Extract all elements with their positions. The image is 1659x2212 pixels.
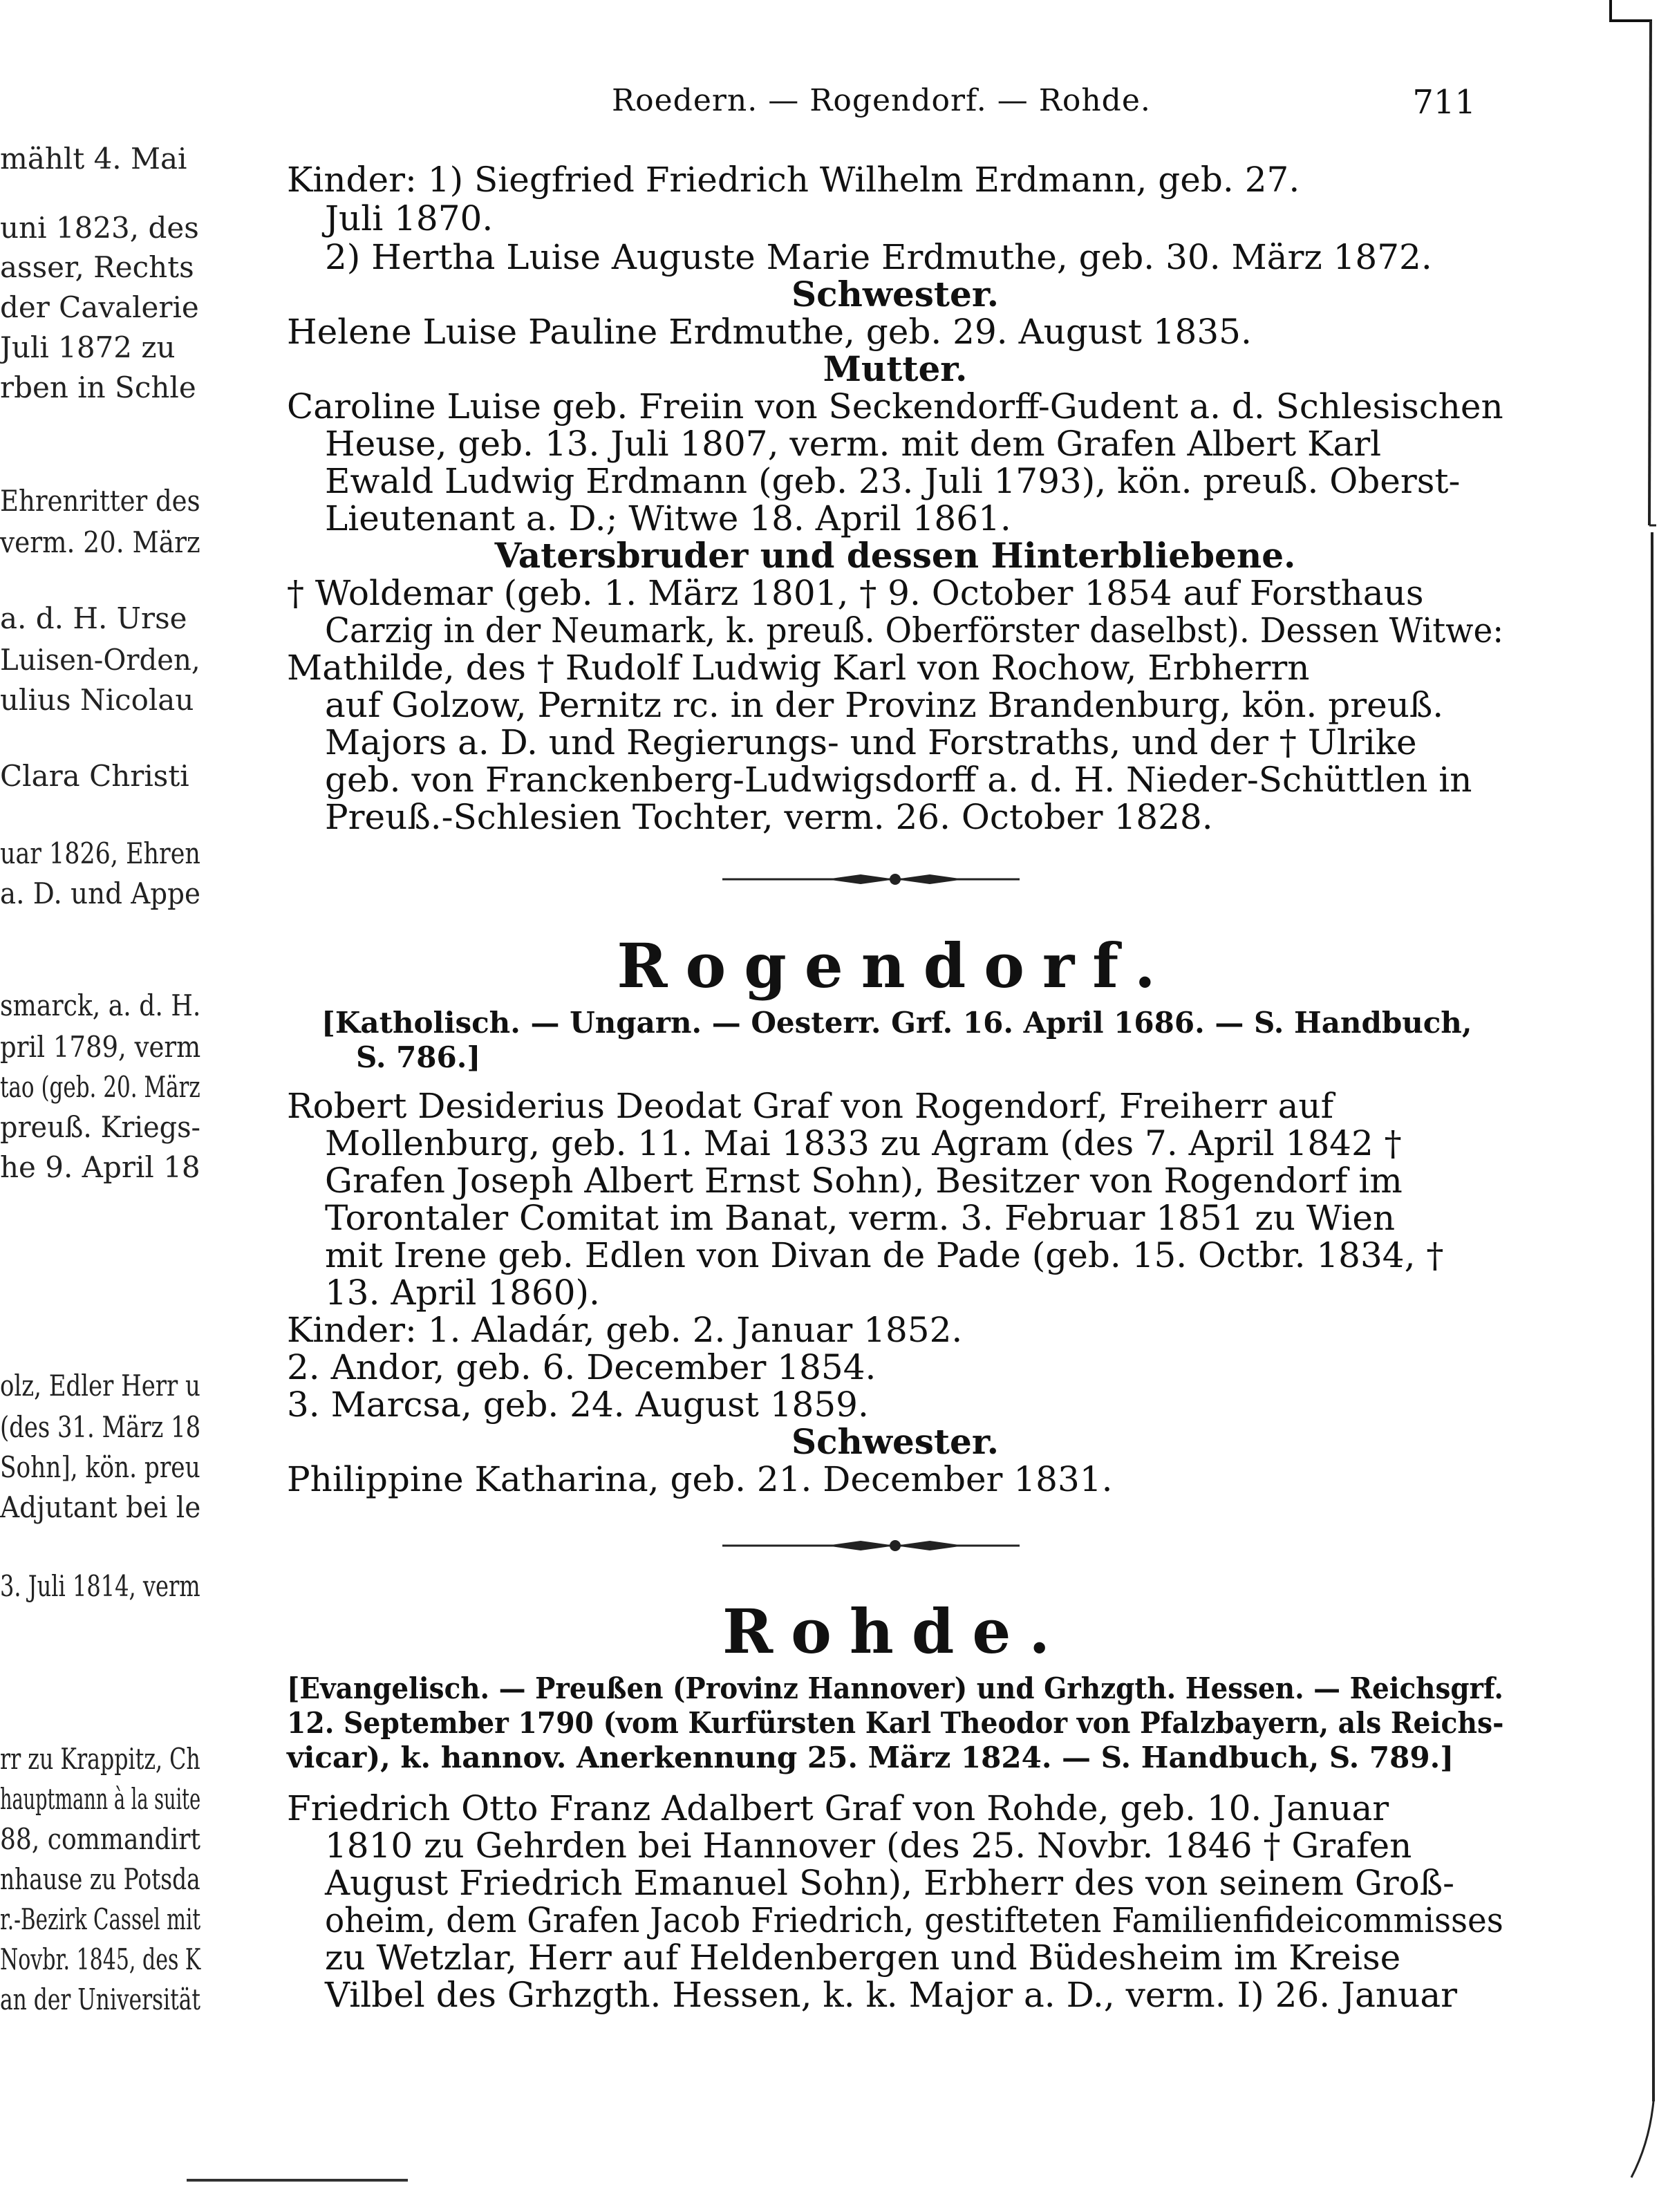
page-number: 711: [1412, 83, 1476, 122]
entry-line: Kinder: 1. Aladár, geb. 2. Januar 1852.: [287, 1310, 963, 1350]
entry-line: Ewald Ludwig Erdmann (geb. 23. Juli 1793), kön. preuß. Oberst-: [325, 461, 1461, 501]
entry-line: 2. Andor, geb. 6. December 1854.: [287, 1347, 877, 1387]
bleed-line: (des 31. März 18: [0, 1410, 201, 1444]
bleed-line: Sohn], kön. preu: [0, 1450, 200, 1484]
entry-line: Caroline Luise geb. Freiin von Seckendorff-Gudent a. d. Schlesischen: [287, 386, 1503, 427]
bleed-line: asser, Rechts: [0, 250, 194, 284]
bleed-line: 88, commandirt: [0, 1822, 200, 1856]
bleed-line: preuß. Kriegs-: [0, 1110, 200, 1144]
entry-line: Juli 1870.: [325, 198, 494, 238]
family-info-bracket: [Evangelisch. — Preußen (Provinz Hannover) und Grhzgth. Hessen. — Reichsgrf.: [287, 1671, 1503, 1705]
page-header: [287, 83, 1503, 124]
entry-line: 3. Marcsa, geb. 24. August 1859.: [287, 1385, 869, 1425]
entry-line: oheim, dem Grafen Jacob Friedrich, gestifteten Familienfideicommisses: [325, 1900, 1503, 1940]
entry-line: Preuß.-Schlesien Tochter, verm. 26. October 1828.: [325, 797, 1213, 837]
section-heading: Mutter.: [823, 348, 968, 389]
entry-line: † Woldemar (geb. 1. März 1801, † 9. October 1854 auf Forsthaus: [287, 573, 1424, 613]
entry-line: Kinder: 1) Siegfried Friedrich Wilhelm Erdmann, geb. 27.: [287, 160, 1300, 200]
bleed-line: olz, Edler Herr u: [0, 1369, 200, 1403]
entry-line: 2) Hertha Luise Auguste Marie Erdmuthe, geb. 30. März 1872.: [325, 237, 1432, 277]
bleed-line: smarck, a. d. H.: [0, 988, 201, 1022]
bleed-line: uni 1823, des: [0, 211, 199, 245]
section-divider-ornament: [287, 1539, 1503, 1553]
family-info-bracket: vicar), k. hannov. Anerkennung 25. März 1824. — S. Handbuch, S. 789.]: [287, 1741, 1454, 1774]
bottom-rule: [187, 2179, 408, 2182]
entry-line: Heuse, geb. 13. Juli 1807, verm. mit dem Grafen Albert Karl: [325, 424, 1382, 464]
bleed-line: 3. Juli 1814, verm: [0, 1569, 200, 1603]
bleed-line: tao (geb. 20. März: [0, 1070, 200, 1104]
main-column: [287, 0, 1503, 2212]
entry-line: Mollenburg, geb. 11. Mai 1833 zu Agram (des 7. April 1842 †: [325, 1123, 1402, 1163]
entry-line: Mathilde, des † Rudolf Ludwig Karl von Rochow, Erbherrn: [287, 648, 1310, 688]
entry-line: August Friedrich Emanuel Sohn), Erbherr des von seinem Groß-: [325, 1863, 1455, 1903]
facing-page-bleed: [0, 0, 207, 2212]
section-heading: Schwester.: [791, 1421, 999, 1462]
bleed-line: Ehrenritter des: [0, 484, 200, 518]
bleed-line: a. d. H. Urse: [0, 601, 187, 635]
section-heading: Schwester.: [791, 274, 999, 315]
entry-line: Friedrich Otto Franz Adalbert Graf von Rohde, geb. 10. Januar: [287, 1788, 1389, 1828]
entry-line: Majors a. D. und Regierungs- und Forstraths, und der † Ulrike: [325, 722, 1417, 762]
running-title: Roedern. — Rogendorf. — Rohde.: [612, 83, 1151, 118]
bleed-line: an der Universität: [0, 1983, 200, 2016]
bleed-line: pril 1789, verm: [0, 1030, 201, 1064]
entry-line: Robert Desiderius Deodat Graf von Rogendorf, Freiherr auf: [287, 1086, 1334, 1126]
bleed-line: ulius Nicolau: [0, 683, 194, 717]
bleed-line: verm. 20. März: [0, 525, 200, 559]
entry-line: 13. April 1860).: [325, 1273, 600, 1313]
page-edge-right: [1604, 0, 1659, 2212]
family-info-bracket: 12. September 1790 (vom Kurfürsten Karl Theodor von Pfalzbayern, als Reichs-: [287, 1706, 1504, 1740]
entry-line: Helene Luise Pauline Erdmuthe, geb. 29. August 1835.: [287, 312, 1252, 352]
bleed-line: mählt 4. Mai: [0, 142, 187, 176]
bleed-line: hauptmann à la suite: [0, 1782, 201, 1816]
bleed-line: rben in Schle: [0, 371, 196, 404]
family-title: Rohde.: [722, 1595, 1068, 1667]
bleed-line: Clara Christi: [0, 759, 189, 793]
bleed-line: nhause zu Potsda: [0, 1862, 200, 1896]
bleed-line: uar 1826, Ehren: [0, 836, 200, 870]
bleed-line: Luisen-Orden,: [0, 643, 200, 677]
entry-line: Philippine Katharina, geb. 21. December 1831.: [287, 1459, 1113, 1499]
bleed-line: rr zu Krappitz, Ch: [0, 1742, 200, 1776]
section-heading: Vatersbruder und dessen Hinterbliebene.: [494, 535, 1296, 576]
entry-line: 1810 zu Gehrden bei Hannover (des 25. Novbr. 1846 † Grafen: [325, 1826, 1412, 1866]
bleed-line: r.-Bezirk Cassel mit: [0, 1902, 201, 1936]
entry-line: Lieutenant a. D.; Witwe 18. April 1861.: [325, 498, 1011, 538]
bleed-line: Juli 1872 zu: [0, 330, 176, 364]
family-info-bracket: S. 786.]: [356, 1040, 481, 1074]
entry-line: Torontaler Comitat im Banat, verm. 3. Februar 1851 zu Wien: [325, 1198, 1396, 1238]
bleed-line: he 9. April 18: [0, 1150, 200, 1184]
entry-line: Carzig in der Neumark, k. preuß. Oberförster daselbst). Dessen Witwe:: [325, 610, 1504, 650]
family-title: Rogendorf.: [617, 930, 1174, 1002]
bleed-line: der Cavalerie: [0, 290, 199, 324]
entry-line: Vilbel des Grhzgth. Hessen, k. k. Major a. D., verm. I) 26. Januar: [325, 1975, 1458, 2015]
family-info-bracket: [Katholisch. — Ungarn. — Oesterr. Grf. 16. April 1686. — S. Handbuch,: [321, 1006, 1472, 1040]
entry-line: geb. von Franckenberg-Ludwigsdorff a. d. H. Nieder-Schüttlen in: [325, 760, 1472, 800]
entry-line: mit Irene geb. Edlen von Divan de Pade (geb. 15. Octbr. 1834, †: [325, 1235, 1444, 1275]
entry-line: Grafen Joseph Albert Ernst Sohn), Besitzer von Rogendorf im: [325, 1161, 1403, 1201]
bleed-line: Novbr. 1845, des K: [0, 1942, 201, 1976]
section-divider-ornament: [287, 872, 1503, 886]
bleed-line: Adjutant bei le: [0, 1490, 201, 1524]
entry-line: auf Golzow, Pernitz rc. in der Provinz Brandenburg, kön. preuß.: [325, 685, 1444, 725]
entry-line: zu Wetzlar, Herr auf Heldenbergen und Büdesheim im Kreise: [325, 1938, 1401, 1978]
bleed-line: a. D. und Appe: [0, 877, 200, 910]
